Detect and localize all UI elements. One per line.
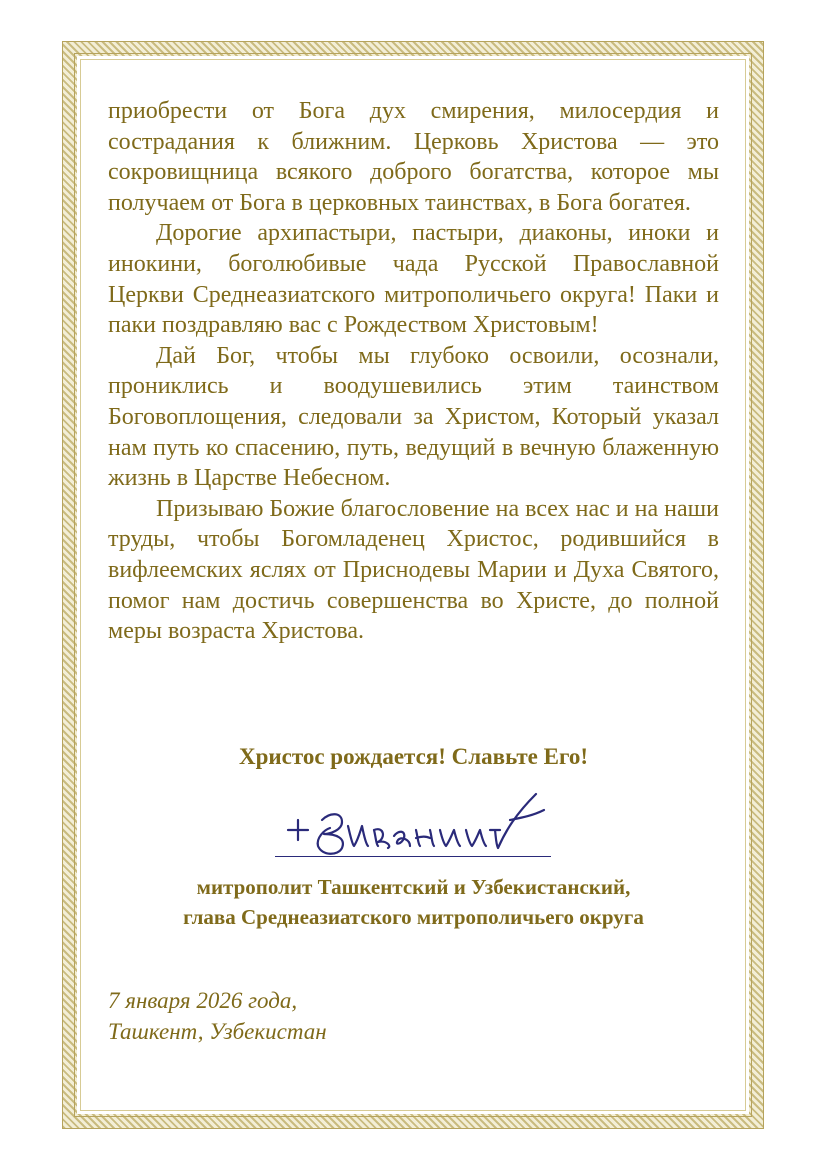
paragraph: Призываю Божие благословение на всех нас и на наши труды, чтобы Богомладенец Христос, родившийся в вифлеемских яслях от Приснодевы Марии и Духа Святого, помог нам достичь совершенства во Христе, до полной меры возраста Христова. [108,495,719,645]
signatory-title [108,872,719,932]
place: Ташкент, Узбекистан [108,1019,327,1044]
paragraph: Дай Бог, чтобы мы глубоко освоили, осознали, прониклись и воодушевились этим таинством Боговоплощения, следовали за Христом, Который указал нам путь ко спасению, путь, ведущий в вечную блаженную жизнь в Царстве Небесном. [108,342,719,492]
dateline [108,985,508,1047]
signatory-line: глава Среднеазиатского митрополичьего округа [183,905,644,929]
letter-body [108,96,719,647]
date: 7 января 2026 года, [108,988,298,1013]
paragraph: Дорогие архипастыри, пастыри, диаконы, иноки и инокини, боголюбивые чада Русской Православной Церкви Среднеазиатского митрополичьего округа! Паки и паки поздравляю вас с Рождеством Христовым! [108,220,719,339]
signature-line [275,856,551,857]
handwritten-signature [270,790,560,860]
christmas-greeting: Христос рождается! Славьте Его! [238,744,589,769]
paragraph: приобрести от Бога дух смирения, милосердия и сострадания к ближним. Церковь Христова — это сокровищница всякого доброго богатства, которое мы получаем от Бога в церковных таинствах, в Бога богатея. [108,98,719,216]
signatory-line: митрополит Ташкентский и Узбекистанский, [196,875,631,899]
